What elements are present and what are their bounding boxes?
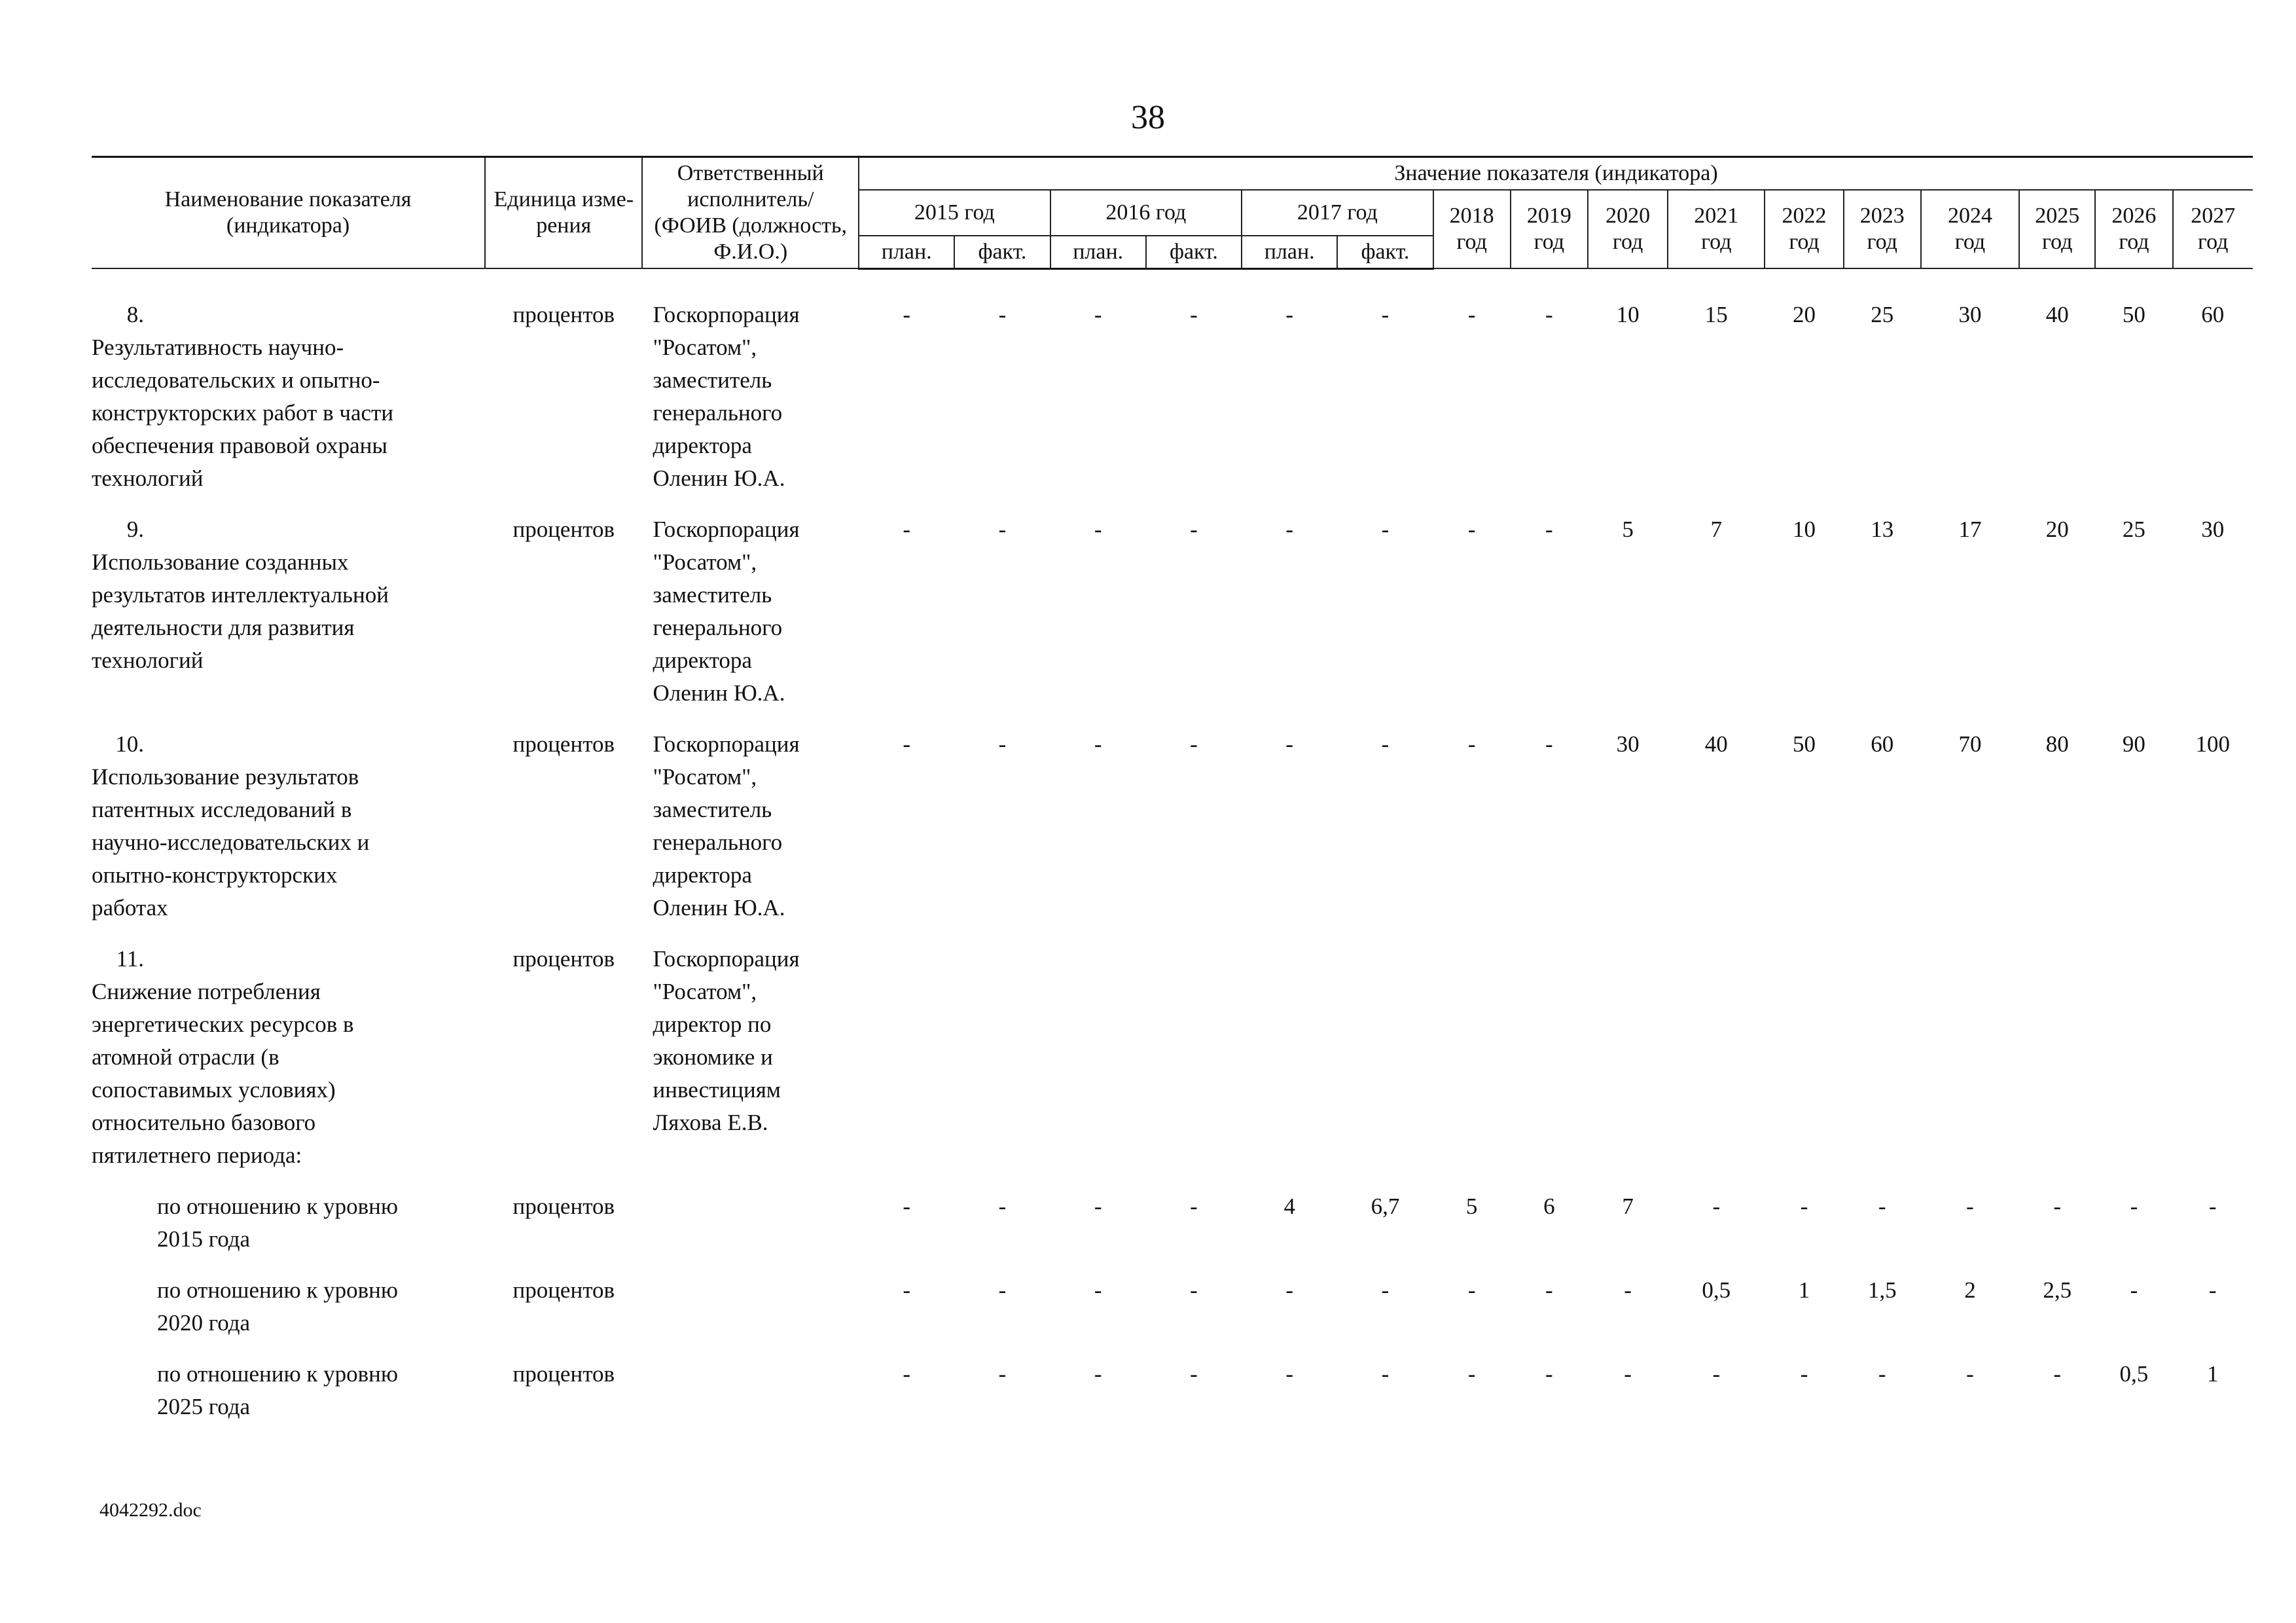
header-year-2027: 2027 год	[2173, 190, 2253, 268]
subindicator-value: -	[1467, 1277, 1476, 1303]
header-value-group: Значение показателя (индикатора)	[859, 157, 2253, 191]
indicator-value: 100	[2195, 731, 2230, 757]
subindicator-responsible	[642, 1190, 859, 1274]
subindicator-value: -	[1094, 1193, 1102, 1219]
subindicator-name: по отношению к уровню 2015 года	[157, 1193, 399, 1252]
indicator-value	[2173, 943, 2253, 1190]
indicator-name-cell	[92, 513, 485, 728]
header-year-2020: 2020 год	[1588, 190, 1668, 268]
header-indicator-name: Наименование показателя (индикатора)	[92, 157, 485, 269]
indicator-value: -	[998, 301, 1007, 327]
indicator-value: 17	[1958, 516, 1982, 542]
subindicator-value: 7	[1622, 1193, 1634, 1219]
indicator-value: 5	[1622, 516, 1634, 542]
subindicator-unit: процентов	[512, 1277, 615, 1303]
table-header	[92, 157, 2253, 269]
indicator-value: 60	[1871, 731, 1894, 757]
indicator-number: 10.	[115, 731, 144, 757]
subindicator-value: -	[1878, 1193, 1886, 1219]
subindicator-responsible	[642, 1274, 859, 1358]
indicator-number: 11.	[116, 945, 144, 972]
indicator-unit: процентов	[512, 731, 615, 757]
indicator-value	[1844, 943, 1921, 1190]
indicator-responsible: Госкорпорация "Росатом", заместитель генерального директора Оленин Ю.А.	[653, 516, 800, 706]
indicator-name-cell	[92, 943, 485, 1190]
indicator-value: -	[1467, 301, 1476, 327]
header-year-2016: 2016 год	[1050, 190, 1242, 236]
table-subrow	[92, 1274, 2253, 1358]
indicator-value: 13	[1871, 516, 1894, 542]
subindicator-value: -	[1545, 1360, 1553, 1387]
subindicator-value: -	[998, 1277, 1007, 1303]
indicator-value: -	[1467, 731, 1476, 757]
header-year-2025: 2025 год	[2019, 190, 2095, 268]
subindicator-value: 6	[1543, 1193, 1555, 1219]
subindicator-value: 2	[1964, 1277, 1976, 1303]
subindicator-responsible	[642, 1358, 859, 1442]
indicator-value	[1337, 943, 1433, 1190]
table-subrow	[92, 1358, 2253, 1442]
indicator-value: 30	[1958, 301, 1982, 327]
table-row	[92, 299, 2253, 513]
indicator-value: -	[1545, 731, 1553, 757]
indicator-value: -	[1285, 731, 1294, 757]
indicator-value: 30	[2201, 516, 2225, 542]
indicator-name: Использование созданных результатов интеллектуальной деятельности для развития технологий	[92, 549, 389, 673]
indicator-unit: процентов	[512, 516, 615, 542]
indicator-value	[2019, 943, 2095, 1190]
header-2017-fact: факт.	[1337, 236, 1433, 269]
subindicator-value: -	[903, 1360, 911, 1387]
subindicator-name: по отношению к уровню 2020 года	[157, 1277, 399, 1336]
subindicator-value: -	[1966, 1360, 1974, 1387]
indicator-value	[1765, 943, 1843, 1190]
indicator-name: Снижение потребления энергетических ресурсов в атомной отрасли (в сопоставимых условиях) относительно базового пятилетнего периода:	[92, 978, 354, 1168]
table-row	[92, 513, 2253, 728]
indicator-name: Результативность научно- исследовательских и опытно- конструкторских работ в части обеспечения правовой охраны технологий	[92, 334, 394, 491]
subindicator-unit: процентов	[512, 1360, 615, 1387]
indicator-value: -	[903, 731, 911, 757]
indicator-value: 10	[1793, 516, 1816, 542]
indicator-unit: процентов	[512, 945, 615, 972]
indicator-responsible: Госкорпорация "Росатом", заместитель генерального директора Оленин Ю.А.	[653, 731, 800, 921]
indicator-value: 25	[2122, 516, 2145, 542]
indicator-value: -	[998, 516, 1007, 542]
indicator-value: -	[1285, 301, 1294, 327]
subindicator-value: -	[903, 1193, 911, 1219]
subindicator-value: 0,5	[2119, 1360, 2149, 1387]
indicator-value: 60	[2201, 301, 2225, 327]
indicator-value: -	[1094, 516, 1102, 542]
document-filename: 4042292.doc	[99, 1499, 202, 1521]
indicator-value: 15	[1704, 301, 1728, 327]
indicator-number: 9.	[126, 516, 144, 542]
indicator-table-wrapper	[92, 156, 2253, 1442]
indicator-value: -	[1545, 516, 1553, 542]
table-body	[92, 268, 2253, 1442]
indicator-value: -	[1094, 731, 1102, 757]
indicator-table	[92, 156, 2253, 1442]
subindicator-name: по отношению к уровню 2025 года	[157, 1360, 399, 1419]
indicator-value: -	[1467, 516, 1476, 542]
indicator-value: -	[1190, 516, 1198, 542]
subindicator-name-cell	[92, 1358, 485, 1442]
header-year-2018: 2018 год	[1433, 190, 1511, 268]
indicator-value: 10	[1616, 301, 1640, 327]
header-year-2015: 2015 год	[859, 190, 1050, 236]
header-2015-plan: план.	[859, 236, 954, 269]
subindicator-value: -	[1878, 1360, 1886, 1387]
subindicator-value: -	[1190, 1193, 1198, 1219]
subindicator-value: -	[2130, 1277, 2138, 1303]
indicator-unit: процентов	[512, 301, 615, 327]
indicator-name-cell	[92, 299, 485, 513]
indicator-value: -	[998, 731, 1007, 757]
header-year-2023: 2023 год	[1844, 190, 1921, 268]
subindicator-value: -	[1712, 1193, 1721, 1219]
indicator-value: -	[903, 301, 911, 327]
indicator-value: 50	[1793, 731, 1816, 757]
indicator-value	[1668, 943, 1765, 1190]
subindicator-value: -	[1094, 1360, 1102, 1387]
indicator-value: -	[1381, 301, 1390, 327]
subindicator-value: -	[1467, 1360, 1476, 1387]
header-2017-plan: план.	[1242, 236, 1337, 269]
subindicator-value: -	[903, 1277, 911, 1303]
header-2016-fact: факт.	[1146, 236, 1242, 269]
indicator-name: Использование результатов патентных исследований в научно-исследовательских и опытно-конструкторских работах	[92, 763, 370, 921]
subindicator-value: -	[1624, 1277, 1632, 1303]
header-year-2024: 2024 год	[1921, 190, 2019, 268]
subindicator-value: 0,5	[1702, 1277, 1731, 1303]
subindicator-value: 4	[1283, 1193, 1295, 1219]
indicator-value: 20	[2045, 516, 2069, 542]
indicator-value: 80	[2045, 731, 2069, 757]
indicator-value: -	[1190, 301, 1198, 327]
subindicator-value: -	[2208, 1277, 2217, 1303]
table-subrow	[92, 1190, 2253, 1274]
subindicator-value: 1,5	[1867, 1277, 1897, 1303]
subindicator-value: -	[1094, 1277, 1102, 1303]
indicator-value: -	[1285, 516, 1294, 542]
indicator-value: -	[1381, 731, 1390, 757]
indicator-value	[859, 943, 954, 1190]
indicator-value: -	[1094, 301, 1102, 327]
subindicator-unit: процентов	[512, 1193, 615, 1219]
subindicator-value: -	[1285, 1277, 1294, 1303]
header-year-2026: 2026 год	[2095, 190, 2172, 268]
subindicator-value: -	[998, 1360, 1007, 1387]
indicator-value: 30	[1616, 731, 1640, 757]
subindicator-value: -	[1285, 1360, 1294, 1387]
indicator-number: 8.	[126, 301, 144, 327]
subindicator-value: -	[2053, 1193, 2062, 1219]
indicator-value: 40	[1704, 731, 1728, 757]
indicator-value: -	[1381, 516, 1390, 542]
subindicator-value: -	[2208, 1193, 2217, 1219]
subindicator-value: 5	[1465, 1193, 1478, 1219]
table-row	[92, 728, 2253, 943]
subindicator-value: -	[1712, 1360, 1721, 1387]
indicator-value	[954, 943, 1050, 1190]
subindicator-value: -	[2053, 1360, 2062, 1387]
indicator-value	[1146, 943, 1242, 1190]
indicator-name-cell	[92, 728, 485, 943]
subindicator-value: -	[1381, 1360, 1390, 1387]
indicator-responsible: Госкорпорация "Росатом", директор по экономике и инвестициям Ляхова Е.В.	[653, 945, 800, 1135]
subindicator-value: -	[1190, 1277, 1198, 1303]
subindicator-value: 1	[2207, 1360, 2219, 1387]
subindicator-name-cell	[92, 1190, 485, 1274]
header-2016-plan: план.	[1050, 236, 1146, 269]
subindicator-value: -	[998, 1193, 1007, 1219]
header-unit: Единица изме- рения	[485, 157, 642, 269]
indicator-value	[1588, 943, 1668, 1190]
subindicator-value: -	[1545, 1277, 1553, 1303]
header-year-2021: 2021 год	[1668, 190, 1765, 268]
subindicator-value: -	[1800, 1193, 1808, 1219]
subindicator-name-cell	[92, 1274, 485, 1358]
indicator-value: 20	[1793, 301, 1816, 327]
header-year-2022: 2022 год	[1765, 190, 1843, 268]
header-year-2019: 2019 год	[1511, 190, 1588, 268]
indicator-value: -	[1190, 731, 1198, 757]
subindicator-value: -	[1381, 1277, 1390, 1303]
indicator-value: -	[903, 516, 911, 542]
indicator-value	[1511, 943, 1588, 1190]
indicator-value: -	[1545, 301, 1553, 327]
subindicator-value: 2,5	[2043, 1277, 2072, 1303]
indicator-responsible: Госкорпорация "Росатом", заместитель генерального директора Оленин Ю.А.	[653, 301, 800, 491]
indicator-value	[2095, 943, 2172, 1190]
indicator-value	[1921, 943, 2019, 1190]
page-number: 38	[1131, 99, 1165, 136]
table-row	[92, 943, 2253, 1190]
header-2015-fact: факт.	[954, 236, 1050, 269]
header-responsible: Ответственный исполнитель/ (ФОИВ (должность, Ф.И.О.)	[642, 157, 859, 269]
subindicator-value: -	[1800, 1360, 1808, 1387]
subindicator-value: -	[1190, 1360, 1198, 1387]
indicator-value: 90	[2122, 731, 2145, 757]
indicator-value: 25	[1871, 301, 1894, 327]
indicator-value	[1433, 943, 1511, 1190]
indicator-value: 50	[2122, 301, 2145, 327]
subindicator-value: -	[2130, 1193, 2138, 1219]
indicator-value: 40	[2045, 301, 2069, 327]
subindicator-value: 1	[1798, 1277, 1810, 1303]
indicator-value	[1242, 943, 1337, 1190]
indicator-value: 7	[1710, 516, 1723, 542]
subindicator-value: 6,7	[1371, 1193, 1400, 1219]
indicator-value	[1050, 943, 1146, 1190]
indicator-value: 70	[1958, 731, 1982, 757]
header-year-2017: 2017 год	[1242, 190, 1433, 236]
subindicator-value: -	[1966, 1193, 1974, 1219]
subindicator-value: -	[1624, 1360, 1632, 1387]
